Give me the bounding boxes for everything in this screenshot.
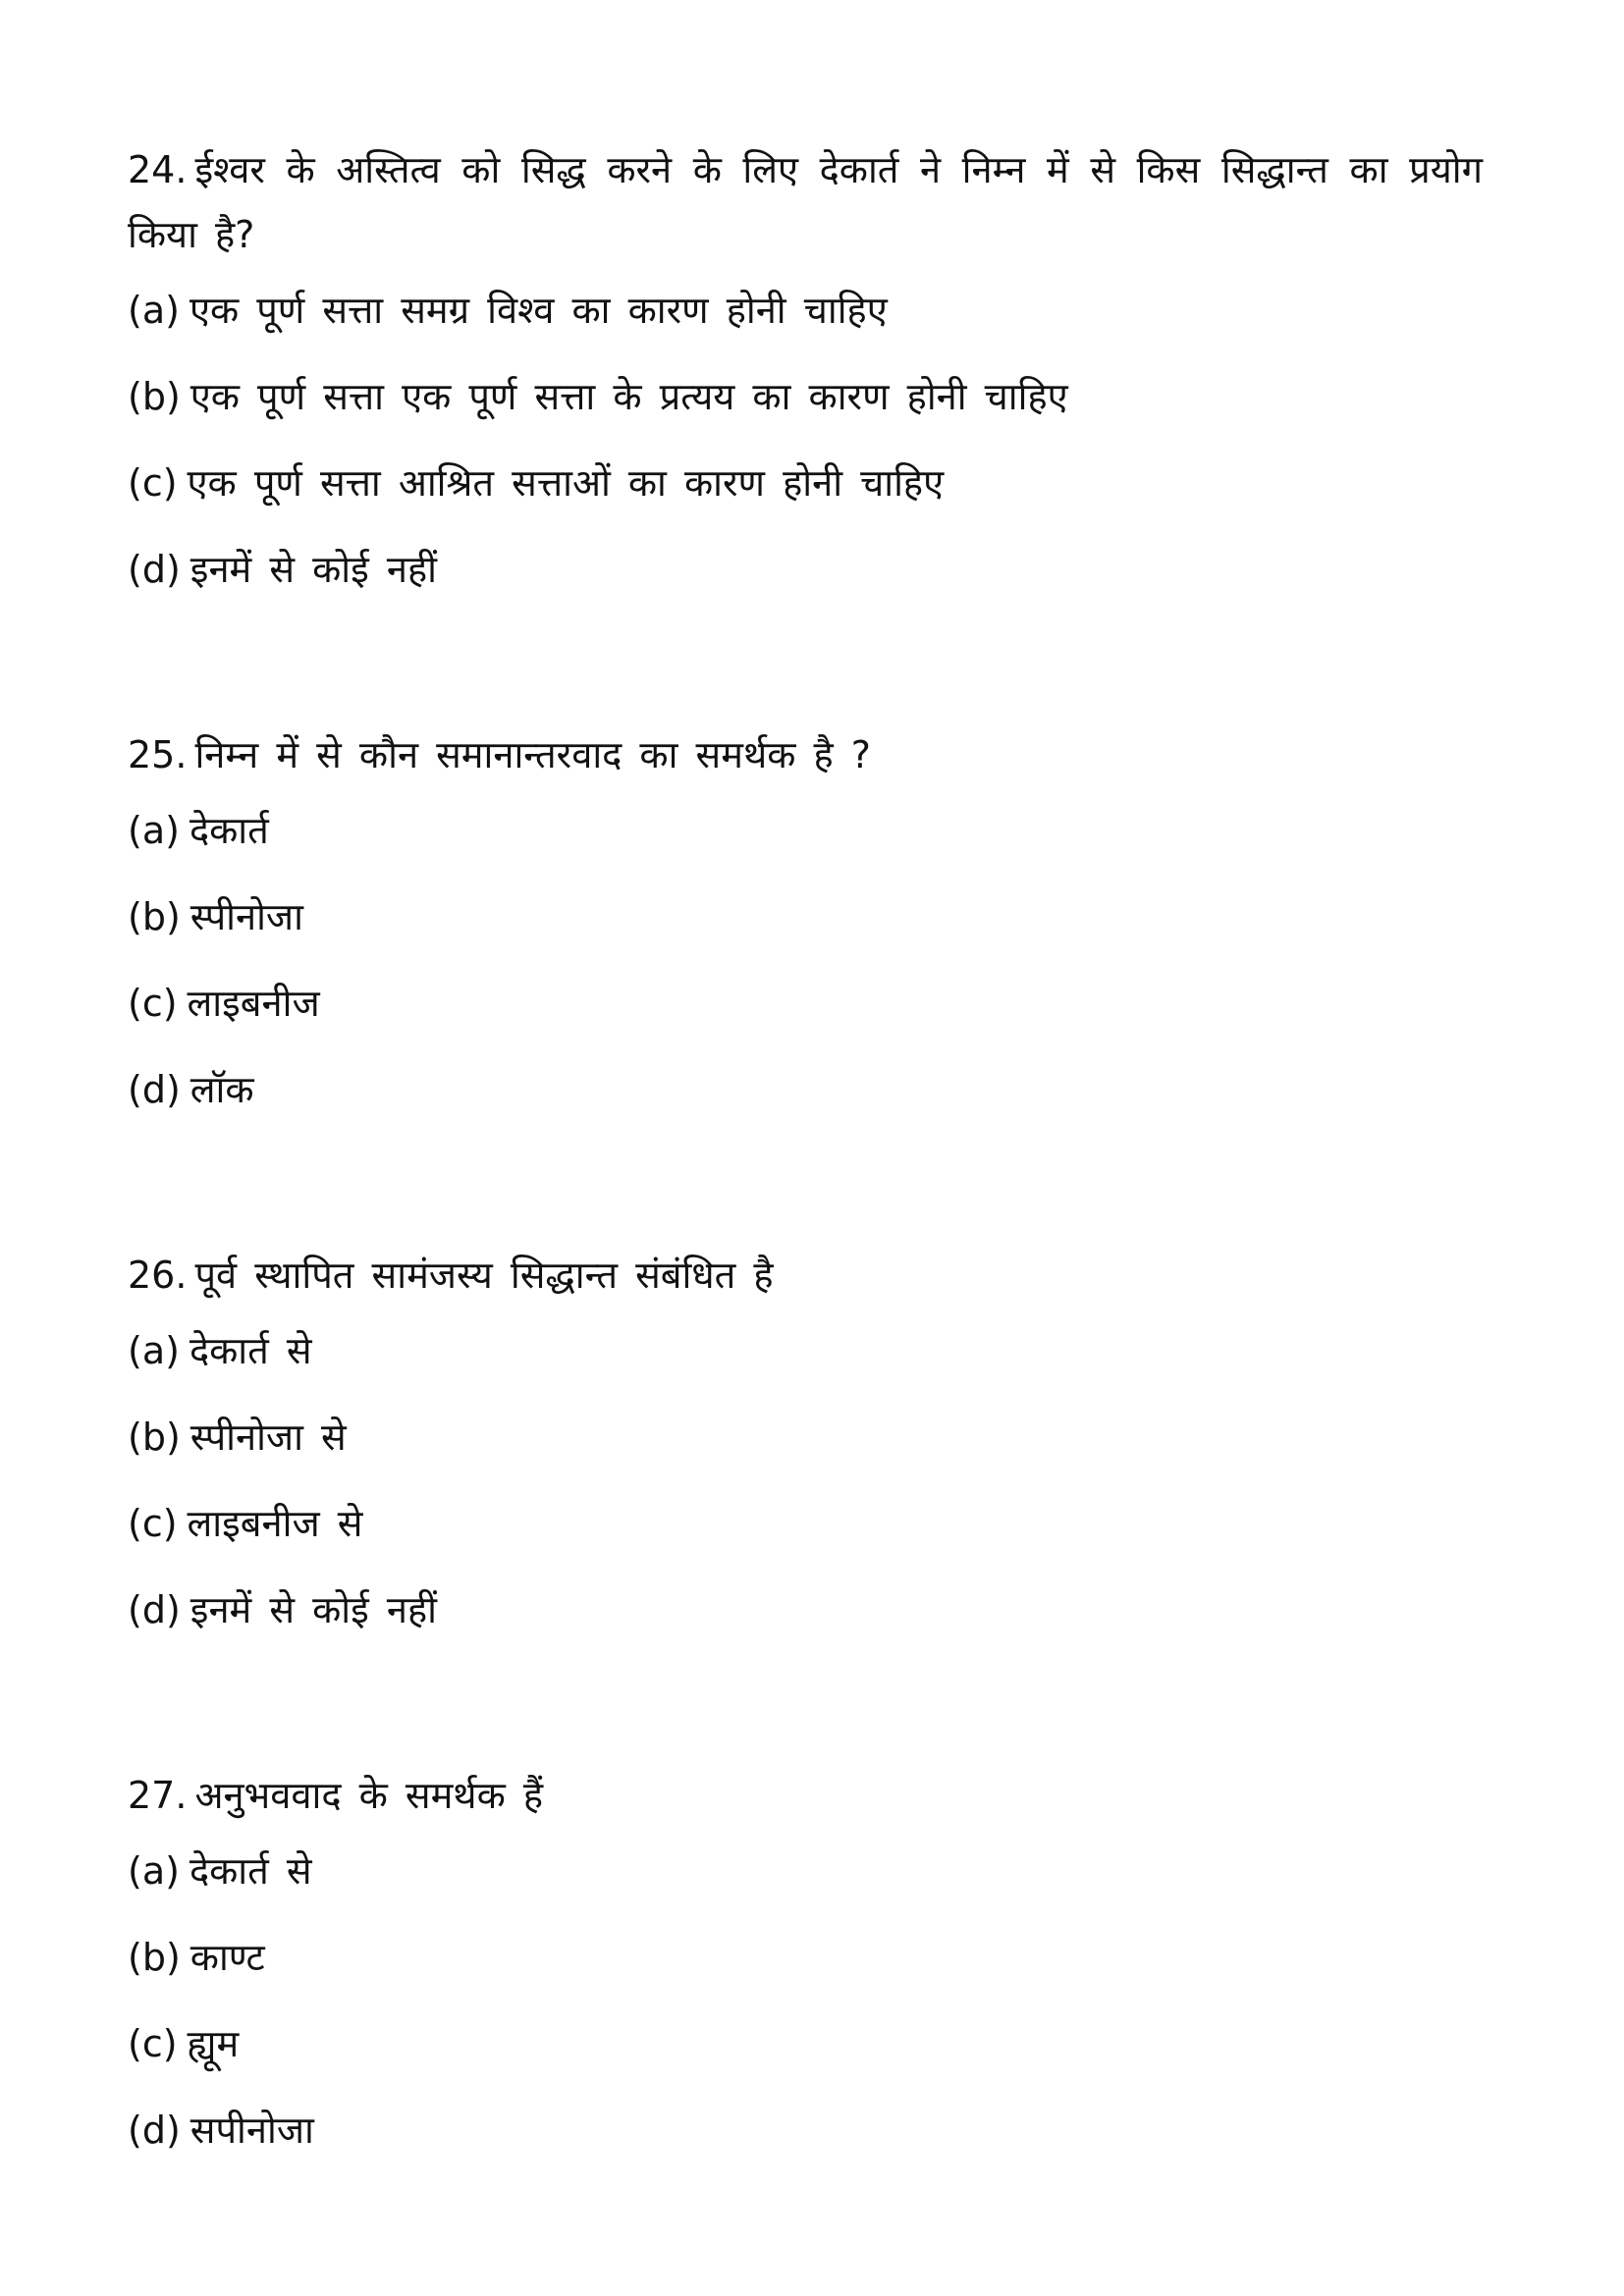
question-27: [128, 1763, 1483, 2152]
question-stem: [128, 722, 1483, 787]
option-label: (b): [128, 1415, 181, 1459]
option-text: इनमें से कोई नहीं: [189, 1588, 437, 1631]
question-number: 27.: [128, 1774, 188, 1817]
option-text: सपीनोजा: [189, 2109, 314, 2152]
option-a: [128, 809, 1483, 852]
option-text: एक पूर्ण सत्ता समग्र विश्व का कारण होनी चाहिए: [189, 289, 888, 332]
option-d: [128, 548, 1483, 591]
question-text: पूर्व स्थापित सामंजस्य सिद्धान्त संबंधित है: [194, 1254, 774, 1297]
question-26: [128, 1243, 1483, 1631]
option-b: [128, 1936, 1483, 1979]
option-text: लाइबनीज से: [187, 1502, 363, 1545]
option-label: (a): [128, 809, 180, 852]
option-text: देकार्त से: [189, 1849, 312, 1893]
question-stem: [128, 1763, 1483, 1828]
option-label: (c): [128, 2022, 178, 2065]
question-text: अनुभववाद के समर्थक हैं: [194, 1774, 544, 1817]
option-a: [128, 1849, 1483, 1893]
option-label: (d): [128, 1588, 181, 1631]
option-c: [128, 1502, 1483, 1545]
option-label: (a): [128, 1329, 180, 1372]
option-b: [128, 375, 1483, 418]
question-number: 26.: [128, 1254, 188, 1297]
question-stem: [128, 1243, 1483, 1308]
option-label: (a): [128, 289, 180, 332]
option-a: [128, 1329, 1483, 1372]
option-label: (d): [128, 1068, 181, 1111]
spacer: [128, 1154, 1483, 1243]
option-label: (a): [128, 1849, 180, 1893]
question-24: [128, 137, 1483, 591]
spacer: [128, 634, 1483, 722]
question-number: 24.: [128, 148, 188, 191]
option-label: (b): [128, 375, 181, 418]
document-page: [128, 137, 1483, 2195]
option-text: स्पीनोजा: [189, 895, 303, 938]
spacer: [128, 1675, 1483, 1763]
option-text: एक पूर्ण सत्ता आश्रित सत्ताओं का कारण होनी चाहिए: [187, 461, 945, 505]
option-d: [128, 1068, 1483, 1111]
question-text: ईश्वर के अस्तित्व को सिद्ध करने के लिए देकार्त ने निम्न में से किस सिद्धान्त का प्रयोग किया है?: [128, 148, 1483, 256]
option-b: [128, 895, 1483, 938]
question-text: निम्न में से कौन समानान्तरवाद का समर्थक है ?: [194, 733, 871, 776]
option-c: [128, 461, 1483, 505]
option-label: (d): [128, 2109, 181, 2152]
option-label: (c): [128, 1502, 178, 1545]
question-25: [128, 722, 1483, 1111]
option-label: (d): [128, 548, 181, 591]
option-text: देकार्त: [189, 809, 269, 852]
option-label: (c): [128, 461, 178, 505]
option-c: [128, 982, 1483, 1025]
option-text: ह्यूम: [187, 2022, 240, 2065]
option-text: स्पीनोजा से: [189, 1415, 347, 1459]
option-label: (b): [128, 1936, 181, 1979]
option-d: [128, 2109, 1483, 2152]
option-label: (c): [128, 982, 178, 1025]
option-d: [128, 1588, 1483, 1631]
option-a: [128, 289, 1483, 332]
option-c: [128, 2022, 1483, 2065]
option-label: (b): [128, 895, 181, 938]
option-b: [128, 1415, 1483, 1459]
option-text: एक पूर्ण सत्ता एक पूर्ण सत्ता के प्रत्यय का कारण होनी चाहिए: [189, 375, 1068, 418]
option-text: काण्ट: [189, 1936, 265, 1979]
question-number: 25.: [128, 733, 188, 776]
option-text: देकार्त से: [189, 1329, 312, 1372]
question-stem: [128, 137, 1483, 267]
option-text: लाइबनीज: [187, 982, 320, 1025]
option-text: इनमें से कोई नहीं: [189, 548, 437, 591]
option-text: लॉक: [189, 1068, 254, 1111]
